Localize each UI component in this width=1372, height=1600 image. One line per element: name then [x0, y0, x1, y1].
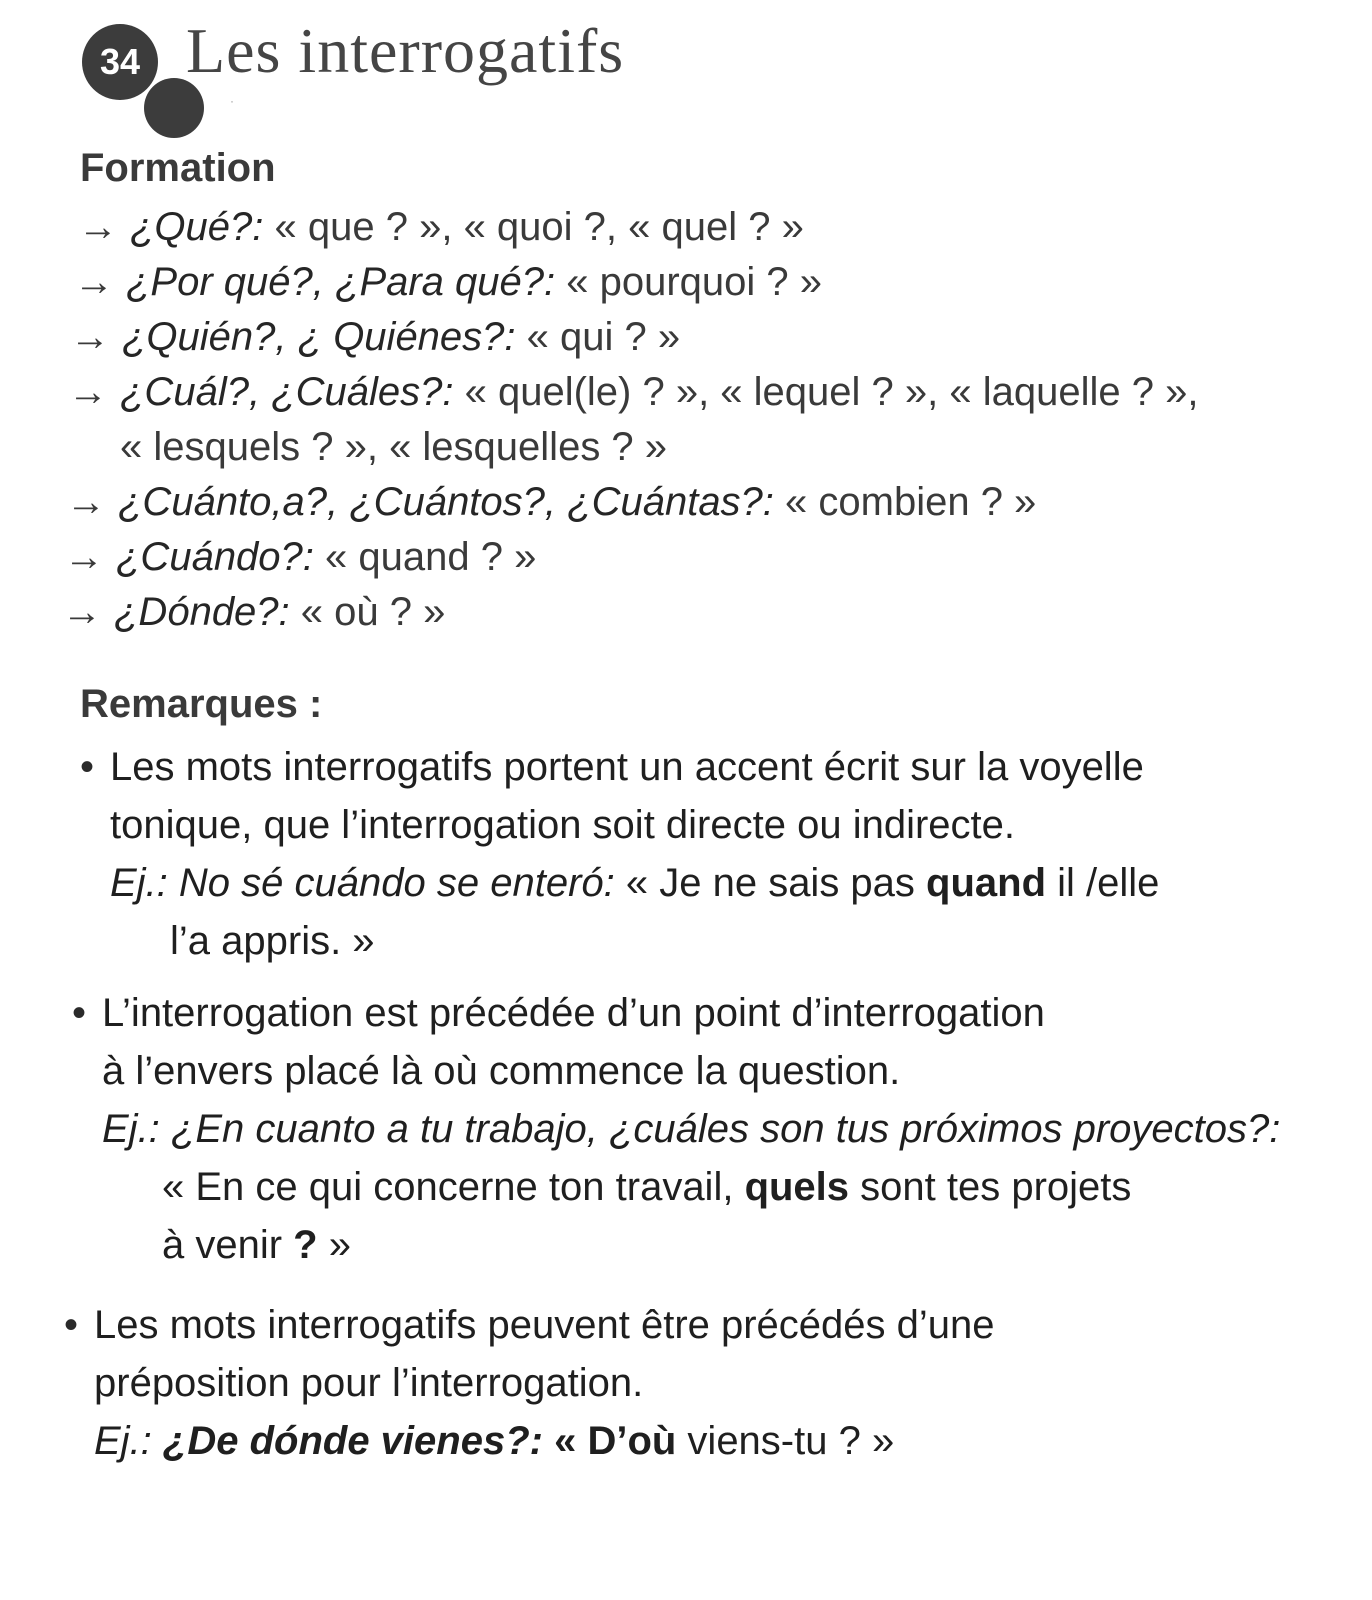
french-translation: « pourquoi ? »: [555, 260, 823, 304]
example-label: Ej.:: [110, 861, 168, 905]
arrow-right-icon: →: [66, 480, 106, 524]
arrow-right-icon: →: [70, 315, 110, 359]
example-line: [102, 1100, 1332, 1158]
remarques-heading: Remarques :: [80, 682, 323, 726]
arrow-right-icon: →: [62, 590, 102, 634]
example-french-highlight: quels: [744, 1165, 850, 1209]
example-french: »: [317, 1223, 351, 1267]
arrow-right-icon: →: [64, 535, 104, 579]
remark-text-line: Les mots interrogatifs peuvent être précédés d’une: [94, 1303, 995, 1347]
example-french-highlight: quand: [926, 861, 1047, 905]
chapter-number-badge: 34: [82, 24, 158, 100]
example-french: il /elle: [1046, 861, 1160, 905]
formation-heading: Formation: [80, 146, 276, 190]
page-title: Les interrogatifs: [186, 15, 625, 86]
example-line: [94, 1412, 1324, 1470]
example-line-continued: [102, 1216, 1332, 1274]
french-translation: « où ? »: [289, 590, 446, 634]
example-line-continued: l’a appris. »: [170, 919, 375, 963]
formation-list: [60, 200, 1320, 640]
spanish-term: ¿Dónde?:: [114, 590, 290, 634]
example-line: [110, 854, 1340, 912]
list-item: [74, 255, 1320, 310]
arrow-right-icon: →: [78, 205, 118, 249]
example-spanish: ¿En cuanto a tu trabajo, ¿cuáles son tus próximos proyectos?:: [159, 1107, 1281, 1151]
spanish-term: ¿Qué?:: [130, 205, 264, 249]
remark-text-line: tonique, que l’interrogation soit directe ou indirecte.: [110, 803, 1015, 847]
remark-text-line: à l’envers placé là où commence la question.: [102, 1049, 901, 1093]
spanish-term: ¿Cuándo?:: [116, 535, 314, 579]
example-french: « Je ne sais pas: [614, 861, 927, 905]
list-item: [70, 310, 1320, 365]
french-translation: « quel(le) ? », « lequel ? », « laquelle ? »,: [453, 370, 1199, 414]
example-label: Ej.:: [102, 1107, 160, 1151]
list-item: [62, 585, 1320, 640]
french-translation: « qui ? »: [515, 315, 681, 359]
arrow-right-icon: →: [68, 370, 108, 414]
example-spanish: No sé cuándo se enteró:: [167, 861, 615, 905]
bullet-icon: •: [80, 745, 95, 789]
example-french-highlight: ?: [293, 1223, 318, 1267]
list-item: [68, 365, 1320, 475]
spanish-term: ¿Por qué?, ¿Para qué?:: [126, 260, 556, 304]
remark-text-line: Les mots interrogatifs portent un accent écrit sur la voyelle: [110, 745, 1144, 789]
example-spanish: ¿De dónde vienes?:: [151, 1419, 543, 1463]
french-translation-continued: « lesquels ? », « lesquelles ? »: [120, 425, 668, 469]
list-item: [78, 200, 1320, 255]
example-french: viens-tu ? »: [676, 1419, 895, 1463]
example-line-continued: [102, 1158, 1332, 1216]
remark-item: [64, 1296, 1324, 1470]
french-translation: « quand ? »: [313, 535, 537, 579]
example-french: à venir: [162, 1223, 294, 1267]
french-translation: « que ? », « quoi ?, « quel ? »: [263, 205, 804, 249]
remark-text-line: préposition pour l’interrogation.: [94, 1361, 644, 1405]
example-french: sont tes projets: [849, 1165, 1132, 1209]
scan-speck-icon: ·: [230, 94, 234, 108]
list-item: [66, 475, 1320, 530]
bullet-icon: •: [72, 991, 87, 1035]
example-french-highlight: « D’où: [542, 1419, 677, 1463]
french-translation: « combien ? »: [773, 480, 1037, 524]
bullet-icon: •: [64, 1303, 79, 1347]
spanish-term: ¿Cuál?, ¿Cuáles?:: [120, 370, 454, 414]
example-french: « En ce qui concerne ton travail,: [162, 1165, 745, 1209]
spanish-term: ¿Quién?, ¿ Quiénes?:: [122, 315, 516, 359]
example-label: Ej.:: [94, 1419, 152, 1463]
remark-item: [72, 984, 1332, 1274]
spanish-term: ¿Cuánto,a?, ¿Cuántos?, ¿Cuántas?:: [118, 480, 774, 524]
list-item: [64, 530, 1320, 585]
chapter-header: [82, 12, 1082, 142]
arrow-right-icon: →: [74, 260, 114, 304]
remark-item: [80, 738, 1340, 970]
remark-text-line: L’interrogation est précédée d’un point d’interrogation: [102, 991, 1045, 1035]
